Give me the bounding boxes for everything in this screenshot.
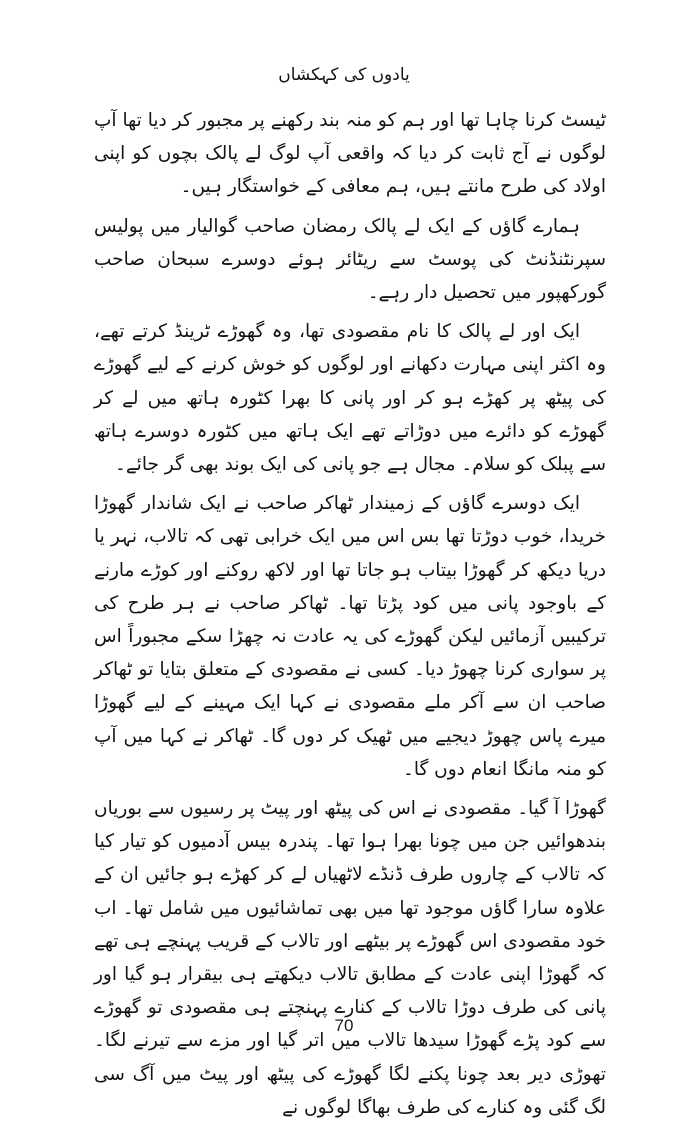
paragraph-3: ایک اور لے پالک کا نام مقصودی تھا، وہ گھوڑے ٹرینڈ کرتے تھے، وہ اکثر اپنی مہارت دکھانے اور لوگوں کو خوش کرنے کے لیے گھوڑے کی پیٹھ پر کھڑے ہو کر اور پانی کا بھرا کٹورہ ہاتھ میں لے کر گھوڑے کو دائرے میں دوڑاتے تھے ایک ہاتھ میں کٹورہ دوسرے ہاتھ سے پبلک کو سلام۔ مجال ہے جو پانی کی ایک بوند بھی گر جائے۔: [94, 321, 606, 476]
paragraph-5: گھوڑا آ گیا۔ مقصودی نے اس کی پیٹھ اور پیٹ پر رسیوں سے بوریاں بندھوائیں جن میں چونا بھرا ہوا تھا۔ پندرہ بیس آدمیوں کو تیار کیا کہ تالاب کے چاروں طرف ڈنڈے لاٹھیاں لے کر کھڑے ہو جائیں ان کے علاوہ سارا گاؤں موجود تھا میں بھی تماشائیوں میں شامل تھا۔ اب خود مقصودی اس گھوڑے پر بیٹھے اور تالاب کے قریب پہنچے ہی تھے کہ گھوڑا اپنی عادت کے مطابق تالاب دیکھتے ہی بیقرار ہو گیا اور پانی کی طرف دوڑا تالاب کے کنارے پہنچتے ہی مقصودی تو گھوڑے سے کود پڑے گھوڑا سیدھا تالاب میں اتر گیا اور مزے سے تیرنے لگا۔ تھوڑی دیر بعد چونا پکنے لگا گھوڑے کی پیٹھ اور پیٹ میں آگ سی لگ گئی وہ کنارے کی طرف بھاگا لوگوں نے: [94, 798, 606, 1118]
page-number: 70: [334, 1016, 354, 1035]
paragraph-1: ٹیسٹ کرنا چاہا تھا اور ہم کو منہ بند رکھنے پر مجبور کر دیا تھا آپ لوگوں نے آج ثابت کر دیا کہ واقعی آپ لوگ لے پالک بچوں کو اپنی اولاد کی طرح مانتے ہیں، ہم معافی کے خواستگار ہیں۔: [94, 110, 606, 198]
paragraph-2: ہمارے گاؤں کے ایک لے پالک رمضان صاحب گوالیار میں پولیس سپرنٹنڈنٹ کی پوسٹ سے ریٹائر ہوئے دوسرے سبحان صاحب گورکھپور میں تحصیل دار رہے۔: [94, 215, 606, 304]
running-header-title: یادوں کی کہکشاں: [278, 65, 410, 85]
paragraph-4: ایک دوسرے گاؤں کے زمیندار ٹھاکر صاحب نے ایک شاندار گھوڑا خریدا، خوب دوڑتا تھا بس اس میں ایک خرابی تھی کہ تالاب، نہر یا دریا دیکھ کر گھوڑا بیتاب ہو جاتا تھا اور لاکھ روکنے اور کوڑے مارنے کے باوجود پانی میں کود پڑتا تھا۔ ٹھاکر صاحب نے ہر طرح کی ترکیبیں آزمائیں لیکن گھوڑے کی یہ عادت نہ چھڑا سکے مجبوراً اس پر سواری کرنا چھوڑ دیا۔ کسی نے مقصودی کے متعلق بتایا تو ٹھاکر صاحب ان سے آکر ملے مقصودی نے کہا ایک مہینے کے لیے گھوڑا میرے پاس چھوڑ دیجیے میں ٹھیک کر دوں گا۔ ٹھاکر نے کہا میں آپ کو منہ مانگا انعام دوں گا۔: [94, 493, 606, 780]
body-text: [94, 104, 606, 1130]
